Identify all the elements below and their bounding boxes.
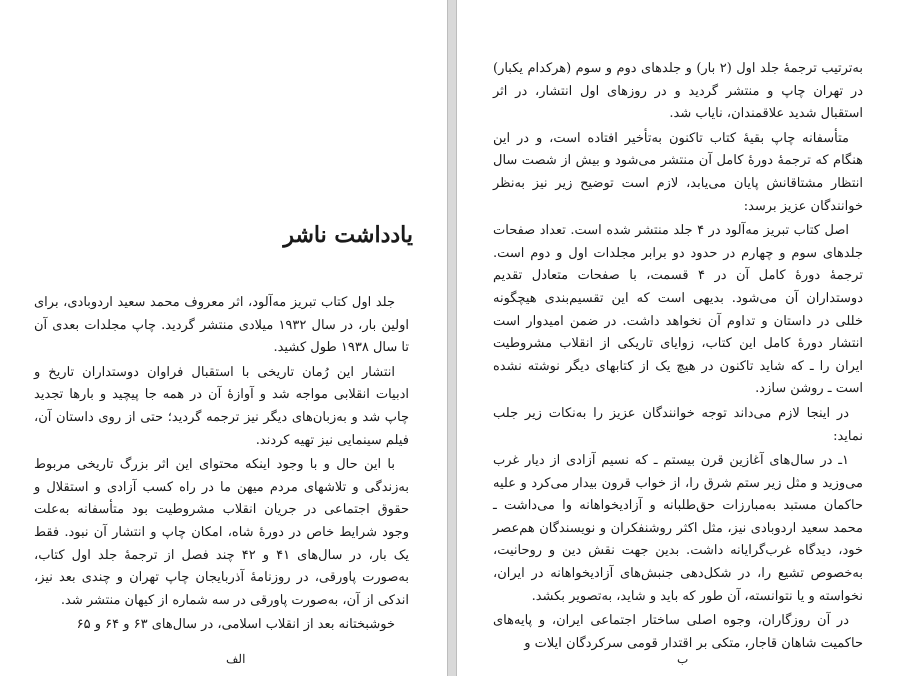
- right-page: [456, 0, 903, 676]
- body-text: [34, 292, 409, 639]
- page-title: یادداشت ناشر: [283, 222, 413, 248]
- paragraph: خوشبختانه بعد از انقلاب اسلامی، در سال‌های ۶۳ و ۶۴ و ۶۵: [76, 617, 395, 633]
- page-number: ب: [677, 652, 689, 666]
- body-text: [493, 58, 863, 657]
- paragraph: با این حال و با وجود اینکه محتوای این اثر بزرگ تاریخی مربوط به‌زندگی و تلاشهای مردم میهن ما در راه کسب آزادی و استقلال و حقوق اجتماعی در جریان انقلاب مشروطیت بود متأسفانه به‌علت وجود شرایط خاص در دورهٔ شاه، امکان چاپ و انتشار آن نبود. فقط یک بار، در سال‌های ۴۱ و ۴۲ چند فصل از ترجمهٔ جلد اول کتاب، به‌صورت پاورقی، در روزنامهٔ آذربایجان چاپ تهران و چندی بعد نیز، اندکی از آن، به‌صورت پاورقی در سه شماره از کیهان منتشر شد.: [34, 457, 409, 608]
- paragraph: در آن روزگاران، وجوه اصلی ساختار اجتماعی ایران، و پایه‌های حاکمیت شاهان قاجار، متکی بر اقتدار قومی سرکردگان ایلات و: [493, 613, 863, 651]
- paragraph: انتشار این رُمان تاریخی با استقبال فراوان دوستداران تاریخ و ادبیات انقلابی مواجه شد و آوازهٔ آن در همه جا پیچید و بارها تجدید چاپ شد و به‌زبان‌های دیگر نیز ترجمه گردید؛ حتی از روی داستان آن، فیلم سینمایی نیز تهیه کردند.: [34, 364, 409, 448]
- paragraph: به‌ترتیب ترجمهٔ جلد اول (۲ بار) و جلدهای دوم و سوم (هرکدام یکبار) در تهران چاپ و منتشر گردید و در روزهای اول انتشار، در اثر استقبال شدید علاقمندان، نایاب شد.: [493, 61, 863, 122]
- paragraph: در اینجا لازم می‌داند توجه خوانندگان عزیز را به‌نکات زیر جلب نماید:: [493, 405, 863, 444]
- page-number: الف: [226, 652, 246, 666]
- paragraph: جلد اول کتاب تبریز مه‌آلود، اثر معروف محمد سعید اردوبادی، برای اولین بار، در سال ۱۹۳۲ میلادی منتشر گردید. چاپ مجلدات بعدی آن تا سال ۱۹۳۸ طول کشید.: [34, 295, 410, 356]
- paragraph: اصل کتاب تبریز مه‌آلود در ۴ جلد منتشر شده است. تعداد صفحات جلدهای سوم و چهارم در حدود دو برابر مجلدات اول و دوم است. ترجمهٔ دورهٔ کامل آن در ۴ قسمت، با صفحات متعادل تقدیم دوستداران آن می‌شود. بدیهی است که این تقسیم‌بندی هیچگونه خللی در داستان و تداوم آن نخواهد داشت. در ضمن امیدوار است انتشار دورهٔ کامل این کتاب، زوایای تاریکی از انقلاب مشروطیت ایران را ـ که شاید تاکنون در هیچ یک از کتابهای دیگر نوشته نشده است ـ روشن سازد.: [493, 223, 863, 397]
- paragraph: ۱ـ در سال‌های آغازین قرن بیستم ـ که نسیم آزادی از دیار غرب می‌وزید و مثل زیر ستم شرق را، از خواب قرون بیدار می‌کرد و علیه حاکمان مستبد به‌مبارزات حق‌طلبانه و آزادیخواهانه وا می‌داشت ـ محمد سعید اردوبادی نیز، مثل اکثر روشنفکران و نویسندگان هم‌عصر خود، دیدگاه غرب‌گرایانه داشت. بدین جهت نقش دین و روحانیت، به‌خصوص تشیع را، در شکل‌دهی جنبش‌های آزادیخواهانه در ایران، نخواسته و یا نتوانسته، آن طور که باید و شاید، به‌تصویر بکشد.: [493, 453, 863, 604]
- left-page: [0, 0, 448, 676]
- paragraph: متأسفانه چاپ بقیهٔ کتاب تاکنون به‌تأخیر افتاده است، و در این هنگام که ترجمهٔ دورهٔ کامل آن منتشر می‌شود و بیش از شصت سال انتظار مشتاقانش پایان می‌یابد، لازم است توضیح زیر نیز به‌نظر خوانندگان عزیز برسد:: [493, 130, 863, 214]
